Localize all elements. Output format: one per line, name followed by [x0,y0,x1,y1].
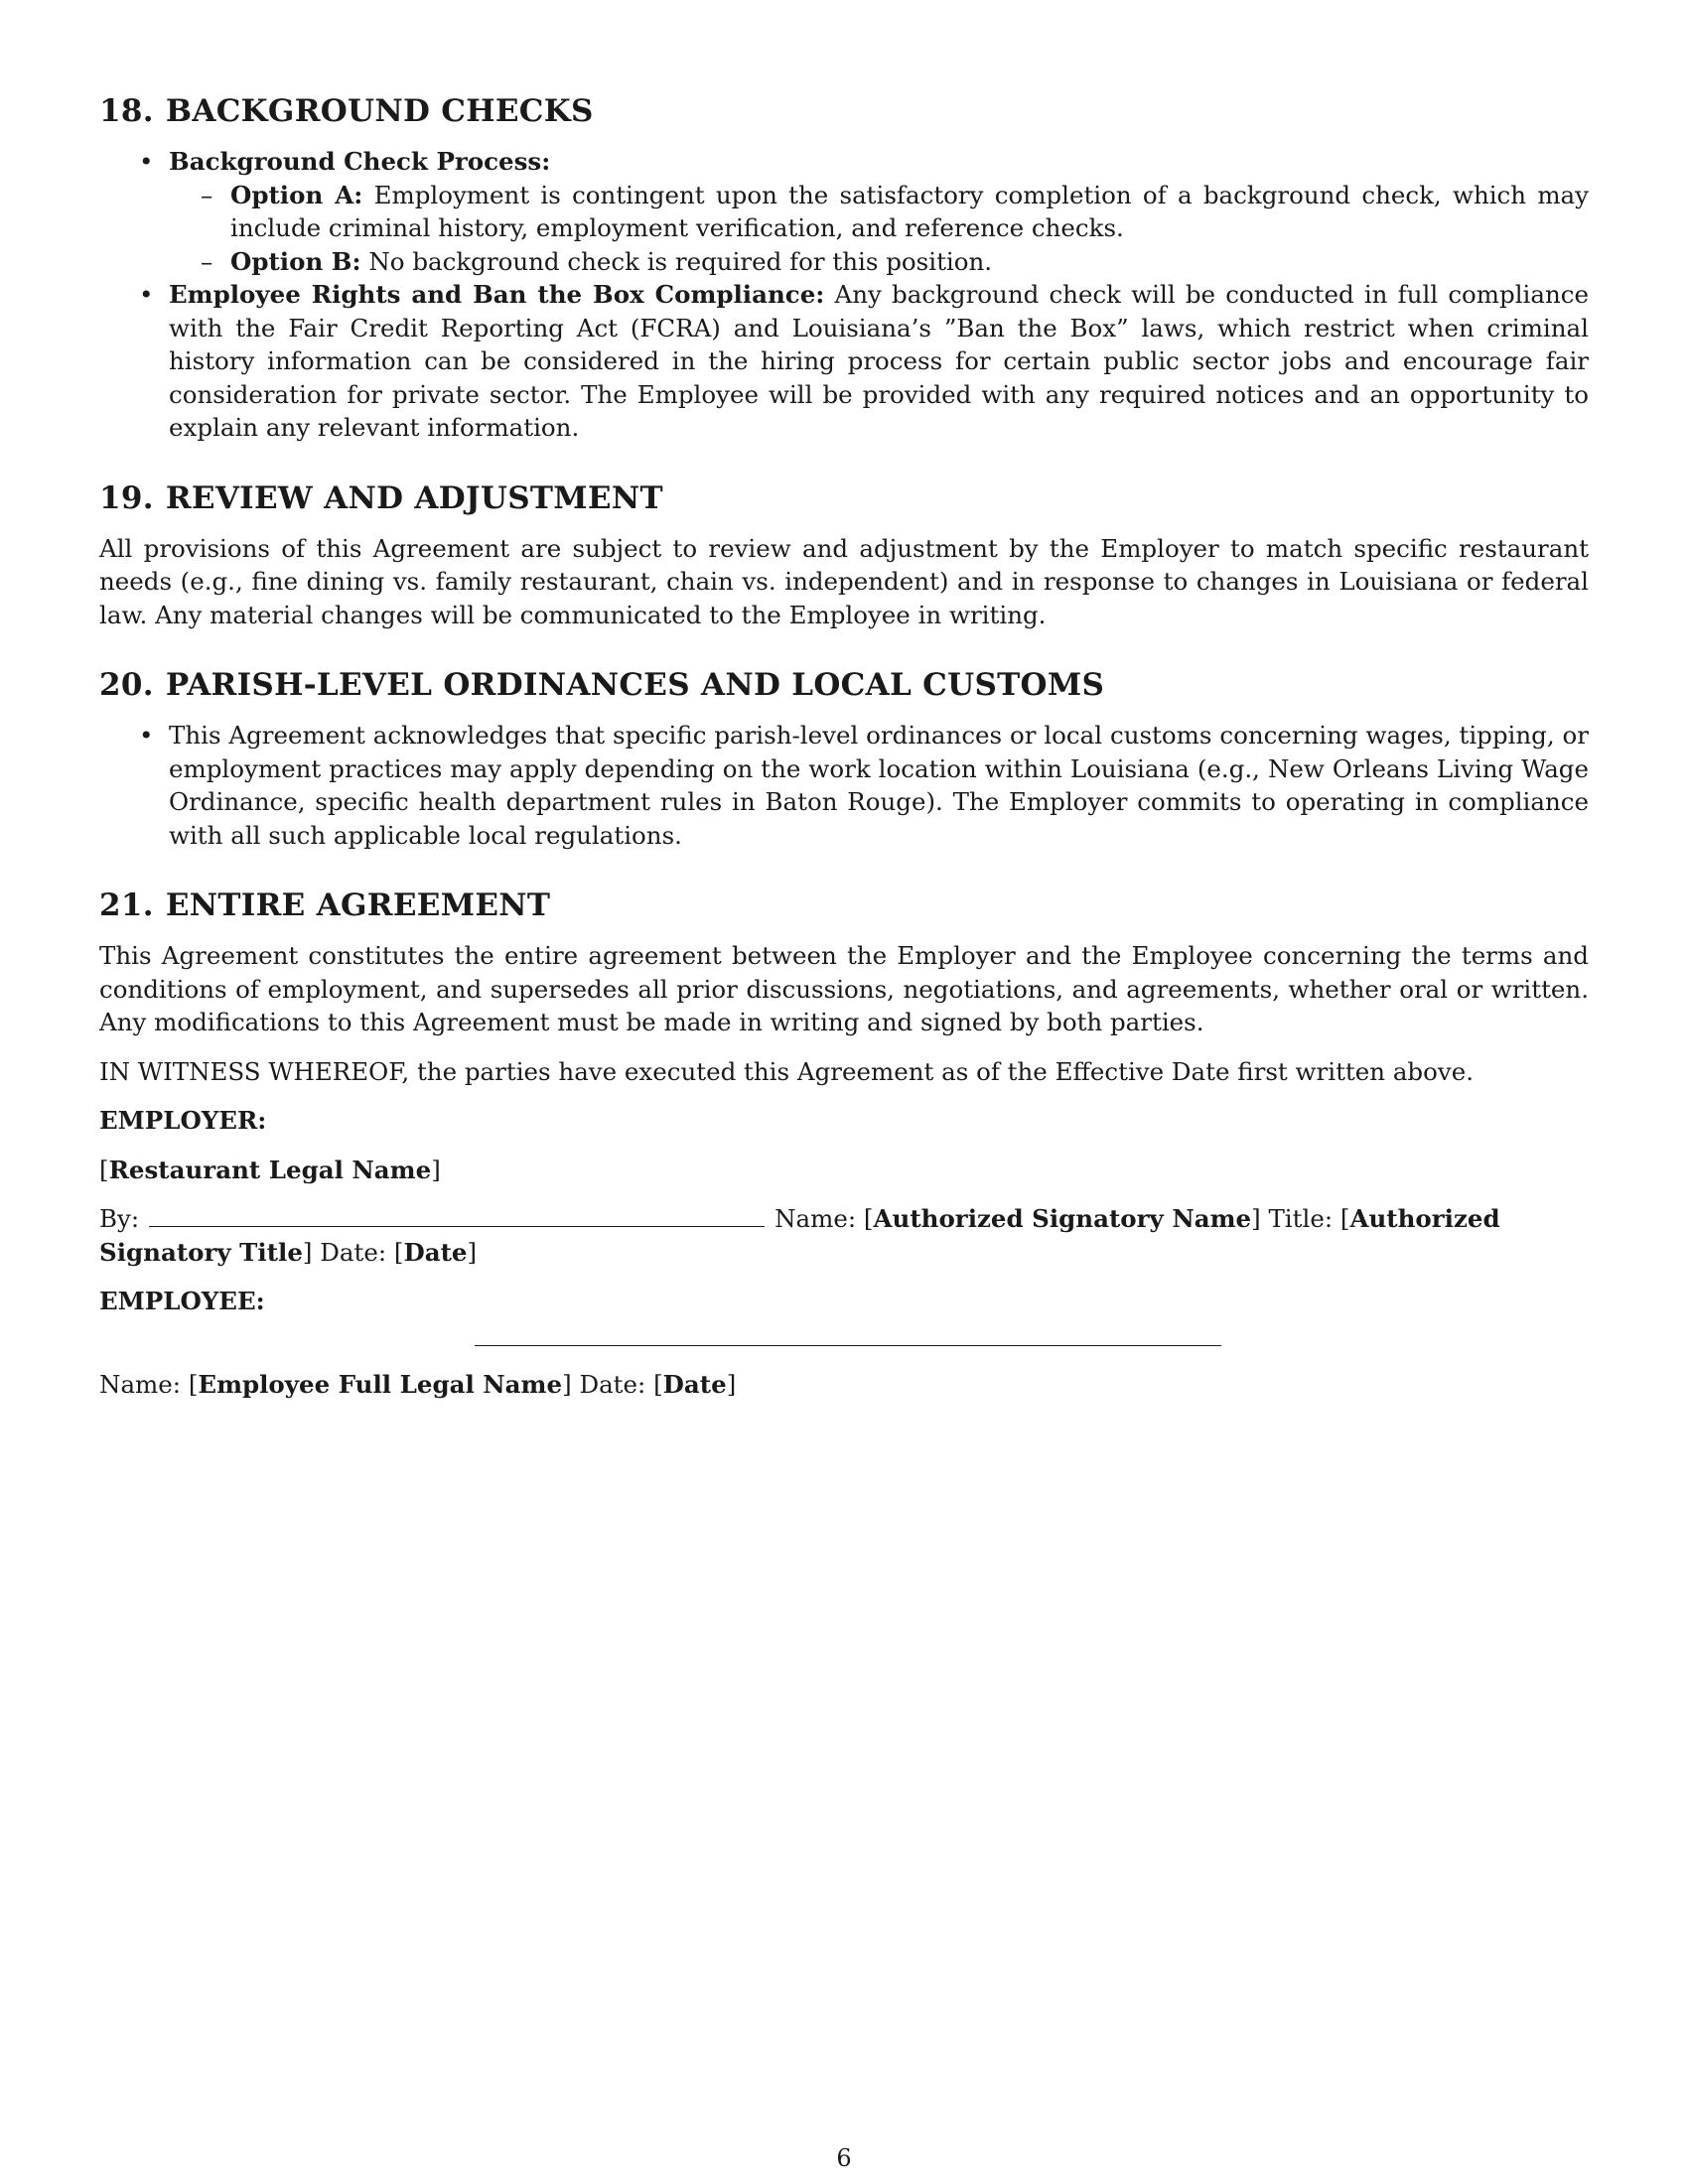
section-title: BACKGROUND CHECKS [165,93,594,129]
section-parish-ordinances [99,665,1589,852]
restaurant-name-placeholder: Restaurant Legal Name [108,1155,432,1184]
document-page [99,91,1589,1434]
option-text: No background check is required for this position. [368,246,993,276]
option-text: Employment is contingent upon the satisfactory completion of a background check, which may include criminal history, employment verification, and reference checks. [230,180,1589,242]
list-item [169,278,1589,445]
sub-list-item [230,245,1589,279]
employer-label: EMPLOYER: [99,1106,267,1135]
employer-signature-line[interactable] [149,1204,765,1227]
employee-label: EMPLOYEE: [99,1287,265,1315]
bullet-list [99,719,1589,852]
date-label: Date: [320,1237,387,1267]
employer-signature-block: By: Name: [Authorized Signatory Name] Title: [Authorized Signatory Title] Date: [Date] [99,1204,1500,1267]
bullet-label: Background Check Process: [169,147,551,176]
section-title: ENTIRE AGREEMENT [165,887,551,923]
name-label: Name: [99,1369,182,1399]
name-label: Name: [774,1204,857,1233]
bullet-list [99,145,1589,445]
section-number: 19. [99,479,154,516]
witness-statement: IN WITNESS WHEREOF, the parties have executed this Agreement as of the Effective Date first written above. [99,1056,1474,1086]
title-label: Title: [1268,1204,1334,1233]
section-title: PARISH-LEVEL ORDINANCES AND LOCAL CUSTOMS [165,667,1105,703]
section-number: 20. [99,667,154,703]
section-review-adjustment [99,478,1589,632]
by-label: By: [99,1204,140,1233]
section-heading [99,665,1589,705]
employee-name-line: Name: [Employee Full Legal Name] Date: [Date] [99,1369,737,1399]
page-number: 6 [836,2144,852,2172]
option-label: Option B: [230,246,361,276]
section-heading [99,886,1589,925]
section-heading [99,91,1589,131]
section-paragraph: All provisions of this Agreement are subject to review and adjustment by the Employer to match specific restaurant needs (e.g., fine dining vs. family restaurant, chain vs. independent) and in response to changes in Louisiana or federal law. Any material changes will be communicated to the Employee in writing. [99,533,1589,629]
bullet-text: Any background check will be conducted in full compliance with the Fair Credit Reporting Act (FCRA) and Louisiana’s ”Ban the Box” laws, which restrict when criminal history information can be considered in the hiring process for certain public sector jobs and encourage fair consideration for private sector. The Employee will be provided with any required notices and an opportunity to explain any relevant information. [169,280,1589,442]
list-item [169,145,1589,278]
employee-name-placeholder: Employee Full Legal Name [198,1369,563,1399]
section-entire-agreement [99,886,1589,1401]
option-label: Option A: [230,180,363,209]
section-heading [99,478,1589,518]
sub-list [169,179,1589,279]
bullet-label: Employee Rights and Ban the Box Compliance: [169,280,825,309]
employee-signature-line[interactable] [475,1344,1221,1346]
signatory-name-placeholder: Authorized Signatory Name [873,1204,1252,1233]
section-paragraph: This Agreement constitutes the entire agreement between the Employer and the Employee concerning the terms and conditions of employment, and supersedes all prior discussions, negotiations, and agreements, whether oral or written. Any modifications to this Agreement must be made in writing and signed by both parties. [99,941,1589,1036]
date-placeholder: Date [662,1369,727,1399]
section-number: 18. [99,93,154,129]
signatory-title-placeholder: Authorized Signatory Title [99,1204,1500,1267]
section-title: REVIEW AND ADJUSTMENT [165,479,663,516]
date-placeholder: Date [403,1237,468,1267]
list-item: • This Agreement acknowledges that specific parish-level ordinances or local customs concerning wages, tipping, or employment practices may apply depending on the work location within Louisiana (e.g., New Orleans Living Wage Ordinance, specific health department rules in Baton Rouge). The Employer commits to operating in compliance with all such applicable local regulations. [169,719,1589,852]
sub-list-item [230,179,1589,245]
section-background-checks [99,91,1589,445]
restaurant-name-line: [Restaurant Legal Name] [99,1155,441,1184]
date-label: Date: [579,1369,646,1399]
section-number: 21. [99,887,154,923]
